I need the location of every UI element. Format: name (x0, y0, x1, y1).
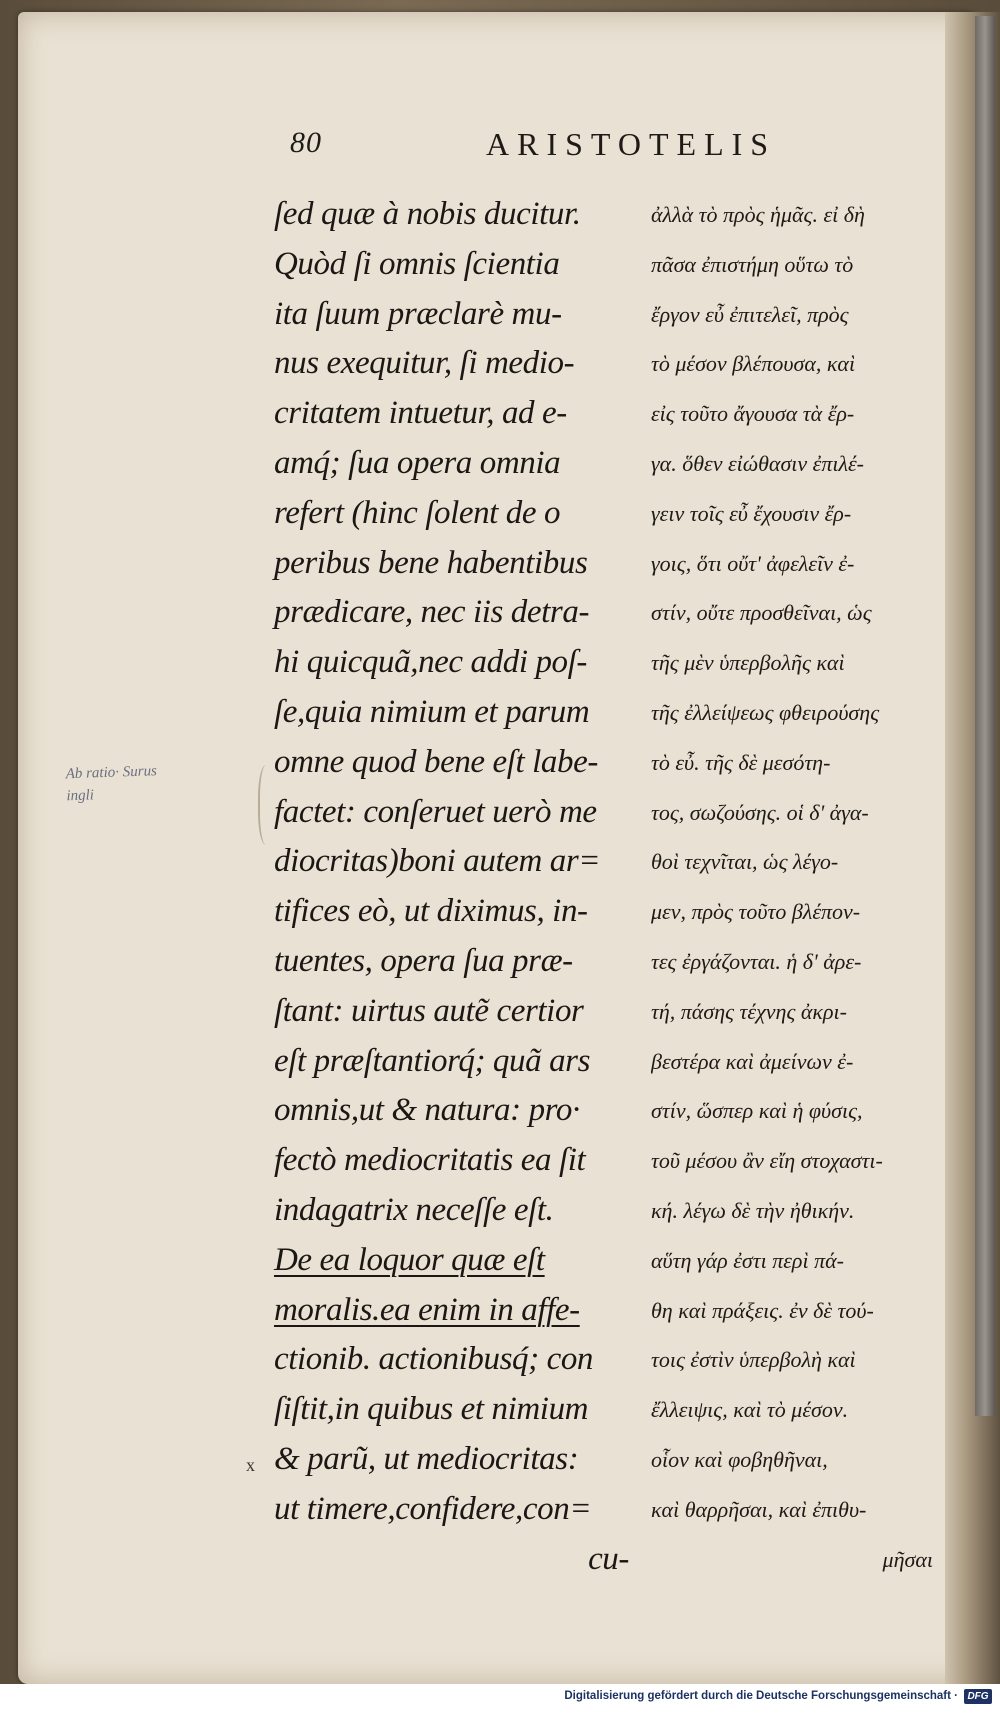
latin-line: hi quicquã,nec addi poſ- (274, 644, 588, 681)
handwritten-margin-note (65, 757, 256, 808)
latin-line: critatem intuetur, ad e- (274, 395, 567, 432)
latin-line: omnis,ut & natura: pro· (274, 1092, 580, 1129)
page-number: 80 (290, 126, 322, 159)
latin-line: fectò mediocritatis ea ſit (274, 1142, 586, 1179)
latin-column (274, 190, 629, 1584)
greek-line: μεν, πρὸς τοῦτο βλέπον- (651, 899, 861, 925)
latin-line: amq́; ſua opera omnia (274, 444, 561, 481)
greek-line: κή. λέγω δὲ τὴν ἠθικήν. (651, 1197, 855, 1223)
stray-ink-mark: x (246, 1455, 255, 1475)
latin-line: peribus bene habentibus (274, 544, 588, 581)
dfg-logo: DFG (964, 1689, 992, 1704)
margin-note-line: ingli (66, 787, 95, 805)
greek-line: τὸ εὖ. τῆς δὲ μεσότη- (651, 749, 831, 775)
greek-line: θοὶ τεχνῖται, ὡς λέγο- (651, 849, 839, 875)
greek-line: τὸ μέσον βλέπουσα, καὶ (651, 351, 856, 377)
latin-line: ſe,quia nimium et parum (274, 693, 590, 730)
latin-line: eſt præſtantiorq́; quã ars (274, 1042, 591, 1079)
latin-line: refert (hinc ſolent de o (274, 494, 561, 531)
greek-line: θη καὶ πράξεις. ἐν δὲ τού- (651, 1297, 874, 1323)
greek-line: τῆς μὲν ὑπερβολῆς καὶ (651, 650, 845, 676)
greek-line: εἰς τοῦτο ἄγουσα τὰ ἔρ- (651, 401, 855, 427)
greek-line: πᾶσα ἐπιστήμη οὕτω τὸ (651, 251, 854, 277)
greek-line: γειν τοῖς εὖ ἔχουσιν ἔρ- (651, 500, 852, 526)
latin-line-underlined: De ea loquor quæ eſt (274, 1241, 545, 1278)
greek-line: οἷον καὶ φοβηθῆναι, (651, 1446, 828, 1472)
latin-line: ut timere,confidere,con= (274, 1490, 592, 1527)
greek-line: τος, σωζούσης. οἱ δ' ἀγα- (651, 799, 869, 825)
catchword: cu- (588, 1540, 629, 1577)
greek-line: στίν, οὔτε προσθεῖναι, ὡς (651, 600, 872, 626)
greek-line: ἀλλὰ τὸ πρὸς ἡμᾶς. εἰ δὴ (651, 202, 865, 227)
greek-line: γοις, ὅτι οὔτ' ἀφελεῖν ἐ- (651, 550, 855, 576)
margin-bracket (258, 765, 278, 845)
margin-note-line: Ab ratio· Surus (65, 763, 158, 783)
latin-line: diocritas)boni autem ar= (274, 843, 601, 880)
latin-line: ſtant: uirtus autẽ certior (274, 992, 584, 1029)
running-head: ARISTOTELIS (486, 126, 777, 162)
latin-line-underlined: moralis.ea enim in affe- (274, 1291, 580, 1328)
latin-line: tifices eò, ut diximus, in- (274, 893, 588, 930)
latin-line: prædicare, nec iis detra- (274, 594, 590, 631)
greek-line: τοῦ μέσου ἂν εἴη στοχαστι- (651, 1148, 883, 1174)
greek-line: ἔλλειψις, καὶ τὸ μέσον. (651, 1397, 849, 1423)
greek-line: καὶ θαρρῆσαι, καὶ ἐπιθυ- (651, 1496, 867, 1522)
page-header (290, 126, 850, 166)
latin-line: tuentes, opera ſua præ- (274, 942, 573, 979)
greek-line: τοις ἐστὶν ὑπερβολὴ καὶ (651, 1347, 856, 1373)
latin-line: ſed quæ à nobis ducitur. (274, 196, 581, 232)
latin-line: ctionib. actionibusq́; con (274, 1341, 594, 1378)
greek-line: γα. ὅθεν εἰώθασιν ἐπιλέ- (651, 450, 864, 476)
greek-line: βεστέρα καὶ ἀμείνων ἐ- (651, 1048, 854, 1074)
latin-line: ſiſtit,in quibus et nimium (274, 1391, 589, 1428)
greek-column (651, 190, 941, 1584)
binding-edge (975, 16, 995, 1416)
footer-credit: Digitalisierung gefördert durch die Deutsche Forschungsgemeinschaft · (564, 1690, 958, 1702)
latin-line: & parũ, ut mediocritas: (274, 1440, 579, 1477)
greek-line: αὕτη γάρ ἐστι περὶ πά- (651, 1247, 844, 1273)
greek-line: τες ἐργάζονται. ἡ δ' ἀρε- (651, 948, 862, 974)
latin-line: Quòd ſi omnis ſcientia (274, 245, 560, 282)
latin-line: ita ſuum præclarè mu- (274, 295, 562, 332)
greek-line: τή, πάσης τέχνης ἀκρι- (651, 998, 847, 1024)
latin-line: indagatrix neceſſe eſt. (274, 1191, 554, 1228)
greek-catchword: μῆσαι (882, 1546, 933, 1572)
greek-line: τῆς ἐλλείψεως φθειρούσης (651, 699, 880, 725)
latin-line: nus exequitur, ſi medio- (274, 345, 575, 382)
greek-line: στίν, ὥσπερ καὶ ἡ φύσις, (651, 1098, 863, 1124)
latin-line: factet: conſeruet uerò me (274, 793, 597, 830)
greek-line: ἔργον εὖ ἐπιτελεῖ, πρὸς (651, 301, 849, 327)
latin-line: omne quod bene eſt labe- (274, 743, 598, 780)
